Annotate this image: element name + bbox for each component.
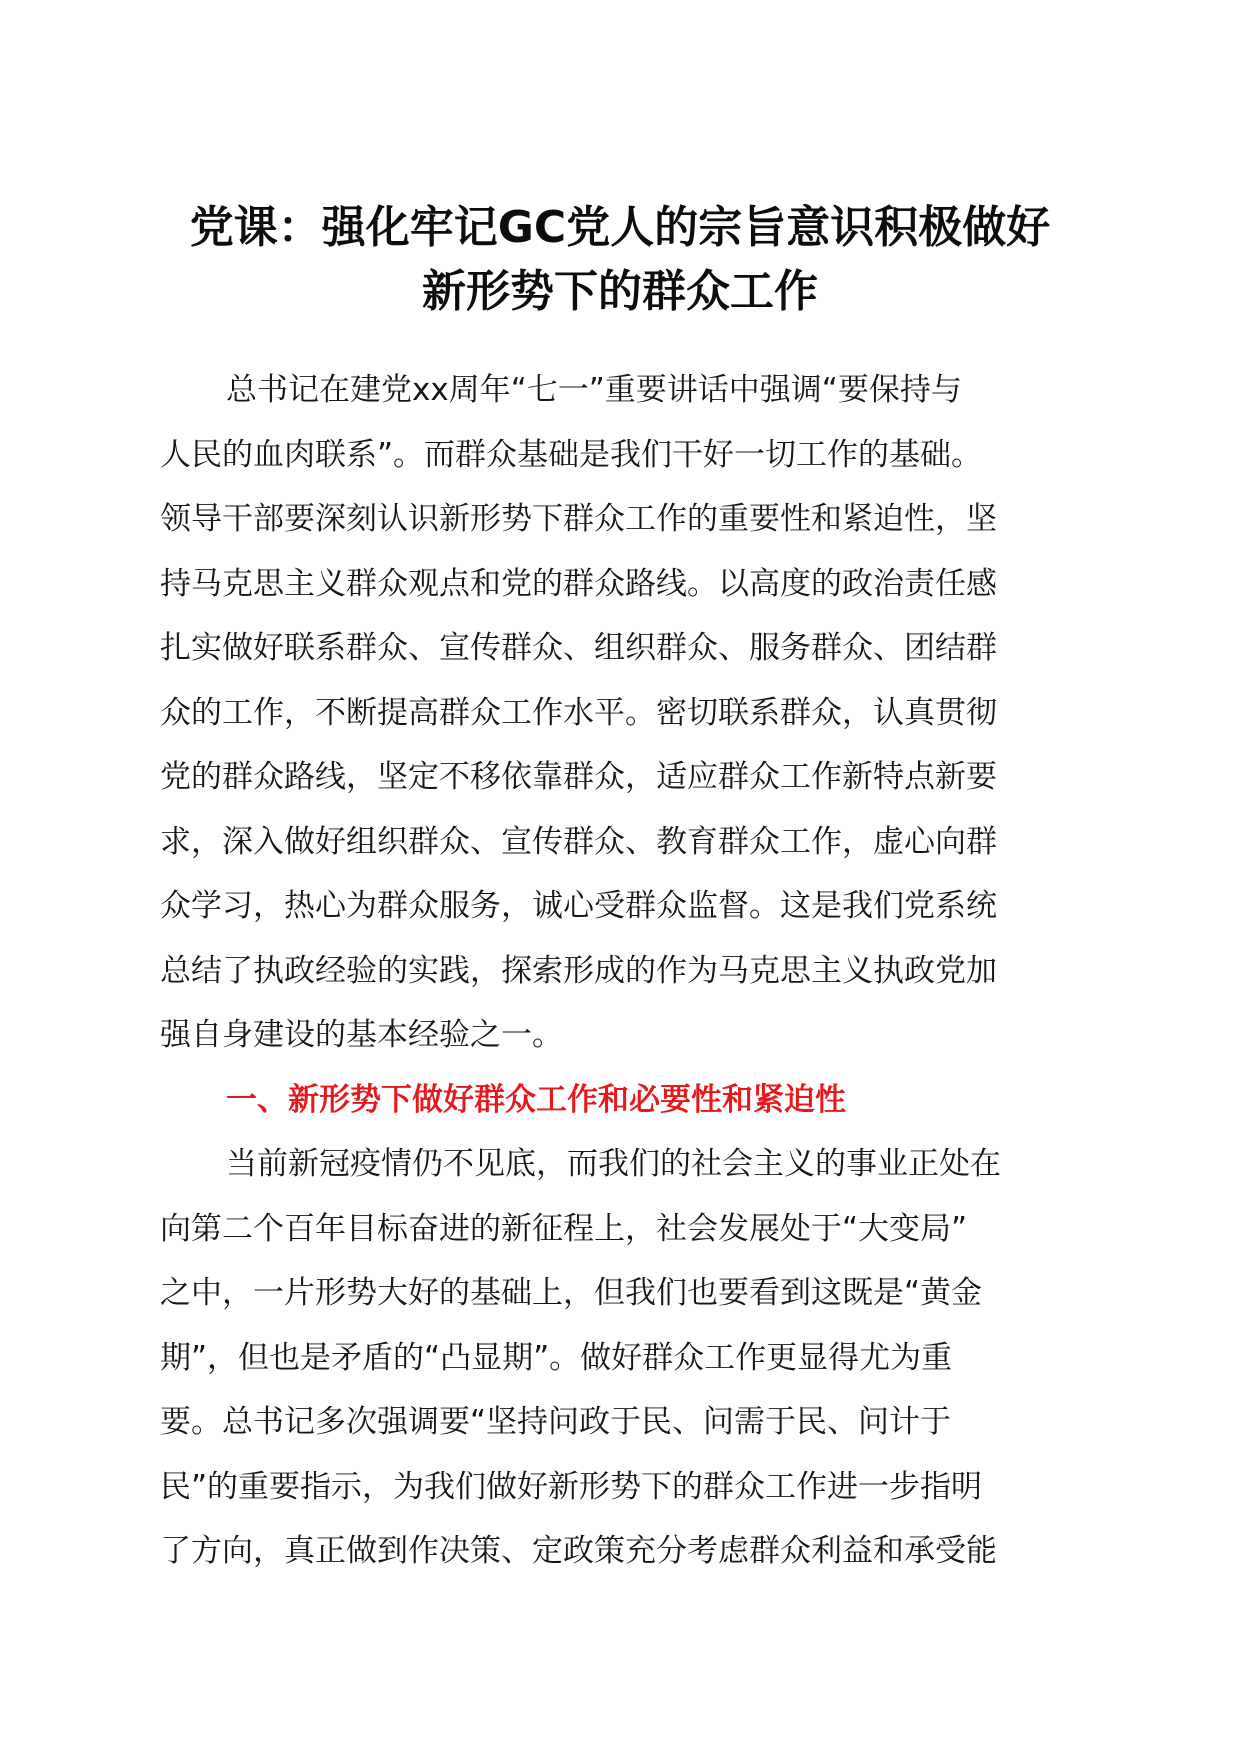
- paragraph-line: 之中，一片形势大好的基础上，但我们也要看到这既是“黄金: [160, 1275, 983, 1311]
- document-title-line-2: 新形势下的群众工作: [422, 266, 818, 317]
- paragraph-line: 向第二个百年目标奋进的新征程上，社会发展处于“大变局”: [160, 1210, 968, 1247]
- intro-paragraph: [160, 358, 1090, 1068]
- document-title: [150, 196, 1090, 324]
- paragraph-line: 强自身建设的基本经验之一。: [160, 1017, 563, 1053]
- paragraph-line: 期”，但也是矛盾的“凸显期”。做好群众工作更显得尤为重: [160, 1339, 953, 1376]
- paragraph-line: 党的群众路线，坚定不移依靠群众，适应群众工作新特点新要: [160, 759, 997, 795]
- paragraph-line: 众的工作，不断提高群众工作水平。密切联系群众，认真贯彻: [160, 694, 997, 731]
- section-heading: 一、新形势下做好群众工作和必要性和紧迫性: [226, 1082, 846, 1118]
- section-1-paragraph: [160, 1132, 1090, 1584]
- paragraph-line: 民”的重要指示，为我们做好新形势下的群众工作进一步指明: [160, 1468, 983, 1505]
- paragraph-line: 领导干部要深刻认识新形势下群众工作的重要性和紧迫性，坚: [160, 501, 997, 537]
- paragraph-line: 扎实做好联系群众、宣传群众、组织群众、服务群众、团结群: [160, 630, 997, 666]
- paragraph-line: 人民的血肉联系”。而群众基础是我们干好一切工作的基础。: [160, 436, 983, 473]
- paragraph-line: 要。总书记多次强调要“坚持问政于民、问需于民、问计于: [160, 1404, 952, 1440]
- paragraph-line: 了方向，真正做到作决策、定政策充分考虑群众利益和承受能: [160, 1533, 997, 1569]
- paragraph-line: 总书记在建党xx周年“七一”重要讲话中强调“要保持与: [226, 372, 962, 408]
- paragraph-line: 持马克思主义群众观点和党的群众路线。以高度的政治责任感: [160, 565, 997, 602]
- paragraph-line: 总结了执政经验的实践，探索形成的作为马克思主义执政党加: [160, 952, 997, 989]
- paragraph-line: 众学习，热心为群众服务，诚心受群众监督。这是我们党系统: [160, 888, 997, 924]
- paragraph-line: 求，深入做好组织群众、宣传群众、教育群众工作，虚心向群: [160, 823, 997, 860]
- document-title-line-1: 党课：强化牢记GC党人的宗旨意识积极做好: [189, 202, 1051, 253]
- paragraph-line: 当前新冠疫情仍不见底，而我们的社会主义的事业正处在: [226, 1146, 1001, 1182]
